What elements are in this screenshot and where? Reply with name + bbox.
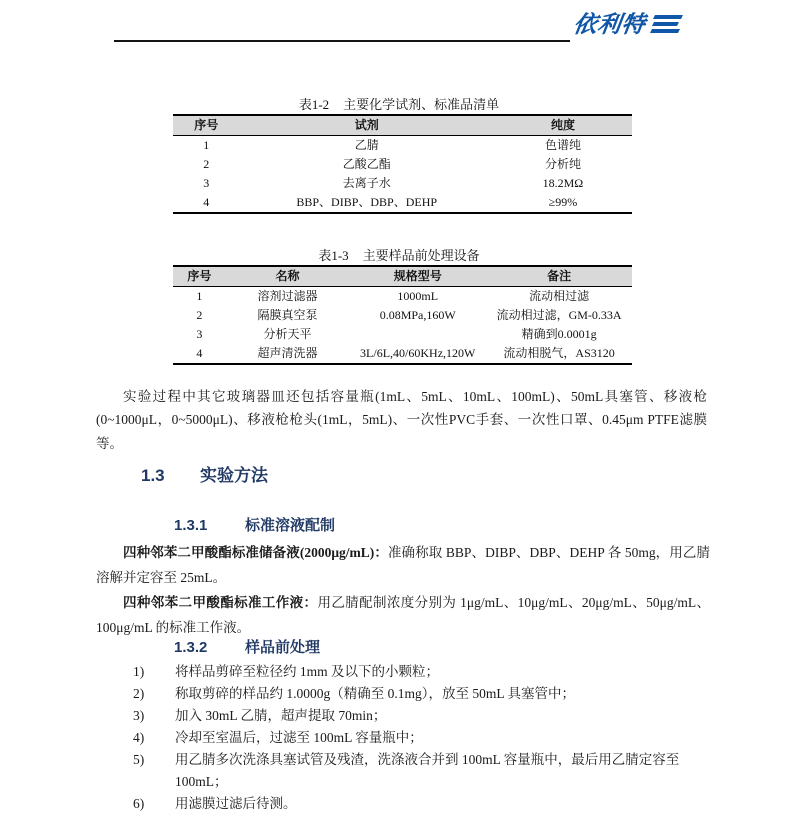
table-cell: [349, 325, 486, 344]
stock-solution-paragraph: [96, 540, 710, 590]
section-number: 1.3: [141, 466, 165, 485]
table-cell: 溶剂过滤器: [257, 289, 318, 303]
table-cell: 18.2MΩ: [542, 176, 584, 190]
list-item-number: 1): [133, 664, 145, 679]
table-1-3-caption: [0, 245, 798, 264]
table-cell: 1: [196, 289, 203, 303]
header-cell: 试剂: [240, 115, 494, 136]
standard-solution-paragraphs: [96, 540, 710, 640]
table-cell: 流动相过滤，GM-0.33A: [496, 308, 622, 322]
header-cell: 备注: [486, 266, 632, 287]
list-item-text: 加入 30mL 乙腈，超声提取 70min；: [175, 708, 387, 723]
stock-solution-lead: 四种邻苯二甲酸酯标准储备液(2000μg/mL)：: [123, 545, 388, 560]
section-heading-1-3: [141, 461, 268, 486]
table-cell: 2: [203, 157, 210, 171]
section-heading-1-3-2: [174, 636, 320, 657]
stock-solution-body: 准确称取 BBP、DIBP、DBP、DEHP 各 50mg，用乙腈溶解并定容至 25mL。: [96, 545, 710, 585]
section-title: 标准溶液配制: [245, 517, 336, 534]
working-solution-body: 用乙腈配制浓度分别为 1μg/mL、10μg/mL、20μg/mL、50μg/mL、100μg/mL 的标准工作液。: [96, 595, 710, 635]
header-rule: [114, 40, 570, 42]
table-cell: 1: [203, 138, 210, 152]
table-caption-title: 主要化学试剂、标准品清单: [343, 97, 500, 112]
list-item: [133, 683, 711, 705]
list-item: [133, 727, 711, 749]
list-item: [133, 705, 711, 727]
list-item: [133, 749, 711, 793]
reagent-table: [173, 114, 632, 214]
table-cell: 乙酸乙酯: [342, 157, 391, 171]
section-number: 1.3.2: [174, 639, 208, 656]
table-cell: 0.08MPa,160W: [379, 308, 456, 322]
table-caption-label: 表1-3: [318, 248, 349, 263]
table-caption-label: 表1-2: [298, 97, 330, 112]
table-cell: 3L/6L,40/60KHz,120W: [360, 346, 476, 360]
table-header-row: [173, 115, 632, 136]
table-cell: ≥99%: [548, 195, 578, 209]
table-cell: 分析天平: [263, 327, 312, 341]
list-item-number: 6): [133, 796, 145, 811]
header-cell: 纯度: [494, 115, 632, 136]
list-item-number: 5): [133, 752, 145, 767]
table-cell: 精确到0.0001g: [521, 327, 597, 341]
table-header-row: [173, 266, 632, 287]
table-row: [173, 344, 632, 364]
table-cell: 2: [196, 308, 203, 322]
table-cell: BBP、DIBP、DBP、DEHP: [296, 195, 438, 209]
list-item-text: 用滤膜过滤后待测。: [175, 796, 297, 811]
list-item: [133, 661, 711, 683]
list-item-number: 3): [133, 708, 145, 723]
table-row: [173, 306, 632, 325]
list-item: [133, 793, 711, 815]
table-cell: 3: [196, 327, 203, 341]
list-item-number: 2): [133, 686, 145, 701]
table-1-2-caption: [0, 94, 798, 113]
working-solution-lead: 四种邻苯二甲酸酯标准工作液：: [123, 595, 318, 610]
table-row: [173, 325, 632, 344]
header-cell: 序号: [173, 115, 240, 136]
header-cell: 名称: [226, 266, 350, 287]
table-cell: 4: [203, 195, 210, 209]
company-logo: [571, 6, 683, 39]
table-cell: 去离子水: [342, 176, 391, 190]
section-heading-1-3-1: [174, 514, 335, 535]
table-cell: 流动相脱气，AS3120: [503, 346, 615, 360]
table-caption-title: 主要样品前处理设备: [362, 248, 480, 263]
table-cell: 分析纯: [544, 157, 581, 171]
table-cell: 乙腈: [354, 138, 379, 152]
table-cell: 色谱纯: [544, 138, 581, 152]
list-item-text: 用乙腈多次洗涤具塞试管及残渣，洗涤液合并到 100mL 容量瓶中，最后用乙腈定容至 100mL；: [175, 752, 680, 789]
section-title: 实验方法: [200, 466, 268, 485]
table-row: [173, 174, 632, 193]
working-solution-paragraph: [96, 590, 710, 640]
table-cell: 4: [196, 346, 203, 360]
glassware-paragraph: 实验过程中其它玻璃器皿还包括容量瓶(1mL、5mL、10mL、100mL)、50mL具塞管、移液枪(0~1000μL，0~5000μL)、移液枪枪头(1mL，5mL)、一次性PVC手套、一次性口罩、0.45μm PTFE滤膜等。: [96, 388, 707, 451]
list-item-text: 冷却至室温后，过滤至 100mL 容量瓶中；: [175, 730, 423, 745]
section-title: 样品前处理: [245, 639, 321, 656]
list-item-number: 4): [133, 730, 145, 745]
table-cell: 流动相过滤: [529, 289, 590, 303]
header-cell: 序号: [173, 266, 226, 287]
logo-stripes-icon: [649, 14, 683, 36]
table-row: [173, 193, 632, 213]
table-row: [173, 155, 632, 174]
list-item-text: 称取剪碎的样品约 1.0000g（精确至 0.1mg），放至 50mL 具塞管中；: [175, 686, 575, 701]
logo-text: 依利特: [571, 11, 648, 37]
list-item-text: 将样品剪碎至粒径约 1mm 及以下的小颗粒；: [175, 664, 440, 679]
table-cell: 隔膜真空泵: [257, 308, 318, 322]
procedure-list: [133, 661, 711, 815]
table-row: [173, 136, 632, 156]
table-cell: 3: [203, 176, 210, 190]
table-cell: 1000mL: [397, 289, 439, 303]
table-row: [173, 287, 632, 307]
table-cell: 超声清洗器: [257, 346, 318, 360]
header-cell: 规格型号: [349, 266, 486, 287]
equipment-table: [173, 265, 632, 365]
section-number: 1.3.1: [174, 517, 208, 534]
